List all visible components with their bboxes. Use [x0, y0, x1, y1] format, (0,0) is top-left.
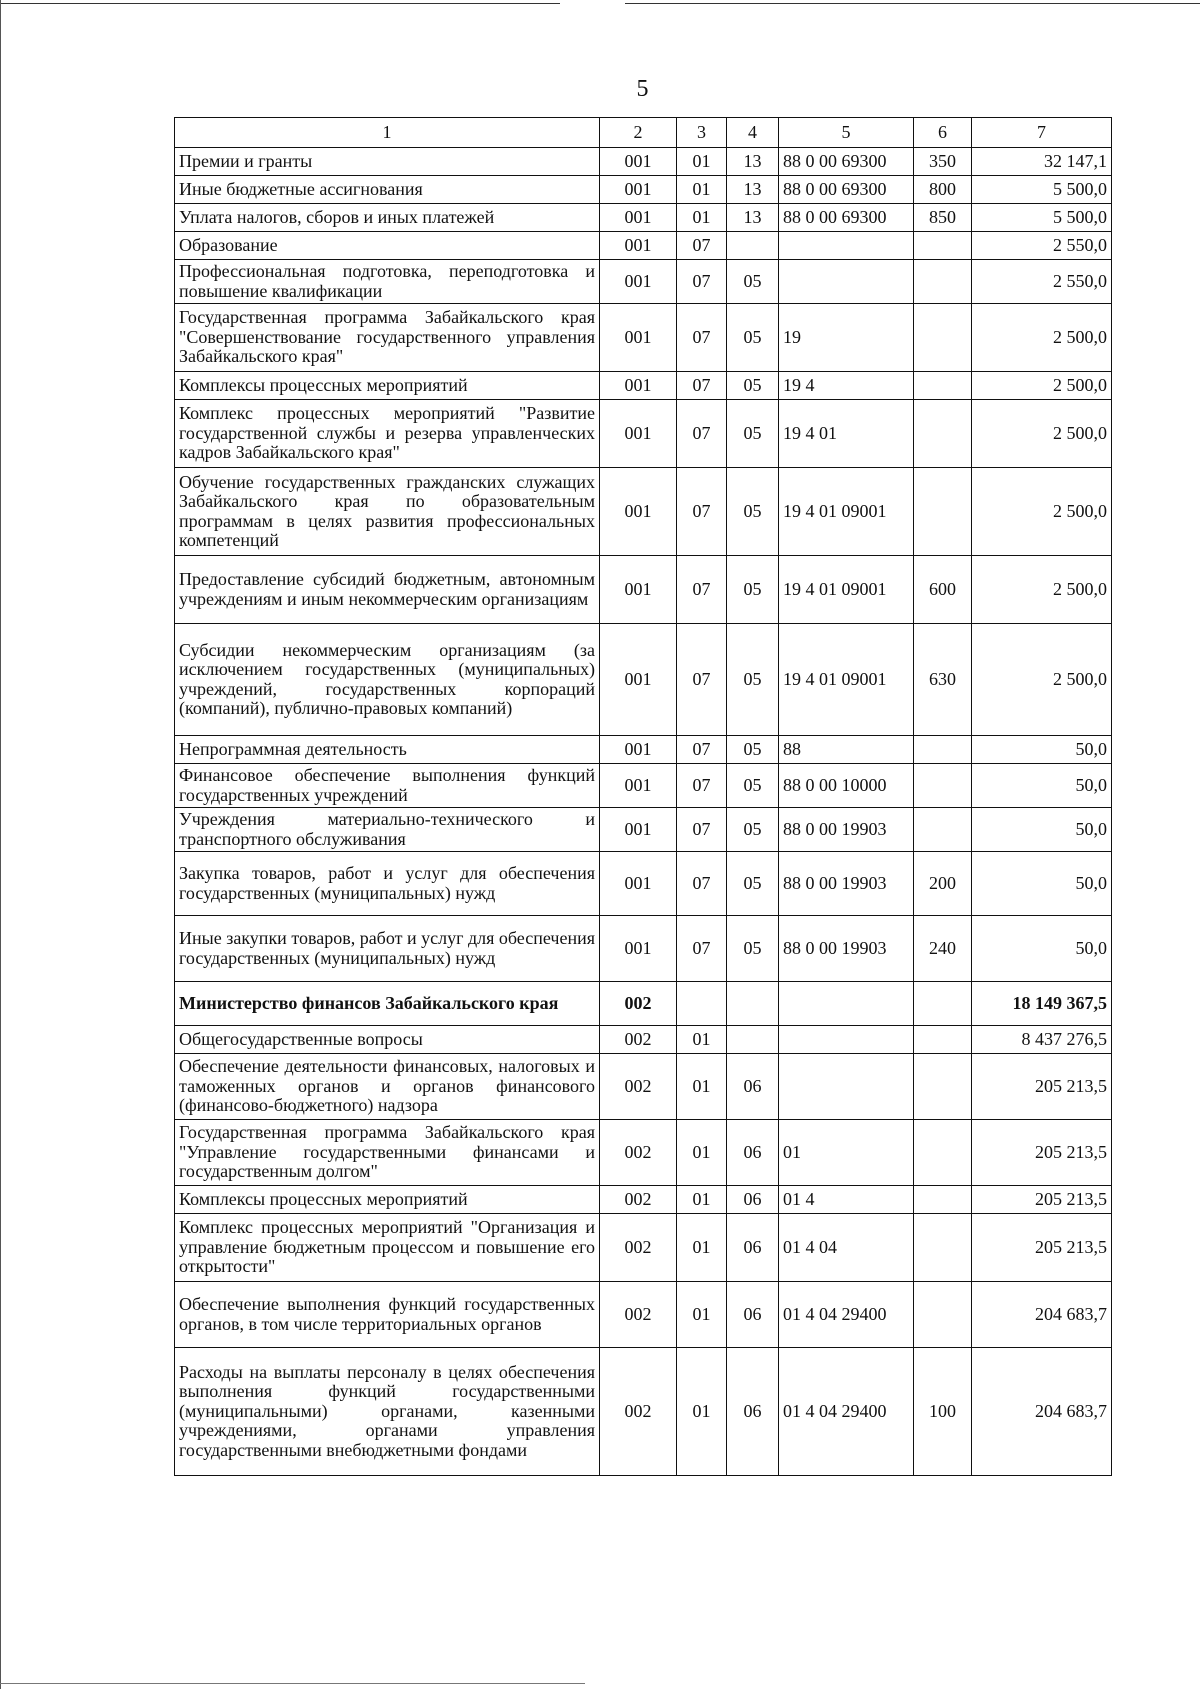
chapter-code-cell: 07	[677, 808, 727, 852]
amount-cell: 8 437 276,5	[972, 1026, 1112, 1054]
subsection-code-cell: 05	[727, 624, 779, 736]
table-row	[175, 982, 1112, 1026]
target-article-cell: 19 4 01 09001	[779, 624, 914, 736]
table-row	[175, 1348, 1112, 1476]
row-name-cell: Профессиональная подготовка, переподготовка и повышение квалификации	[175, 260, 600, 304]
section-code-cell: 001	[600, 304, 677, 372]
section-code-cell: 001	[600, 916, 677, 982]
table-row	[175, 148, 1112, 176]
section-code-cell: 001	[600, 372, 677, 400]
row-name-cell: Комплексы процессных мероприятий	[175, 1186, 600, 1214]
table-row	[175, 916, 1112, 982]
section-code-cell: 002	[600, 1282, 677, 1348]
amount-cell: 2 500,0	[972, 624, 1112, 736]
amount-cell: 204 683,7	[972, 1282, 1112, 1348]
chapter-code-cell: 01	[677, 1186, 727, 1214]
section-code-cell: 001	[600, 176, 677, 204]
amount-cell: 2 500,0	[972, 556, 1112, 624]
page-number: 5	[636, 76, 649, 102]
expense-type-cell	[914, 468, 972, 556]
table-row	[175, 764, 1112, 808]
amount-cell: 50,0	[972, 764, 1112, 808]
target-article-cell: 88 0 00 69300	[779, 204, 914, 232]
table-row	[175, 1282, 1112, 1348]
subsection-code-cell: 06	[727, 1120, 779, 1186]
expense-type-cell	[914, 304, 972, 372]
table-row	[175, 736, 1112, 764]
page-edge-left	[0, 0, 1, 1689]
amount-cell: 2 500,0	[972, 400, 1112, 468]
target-article-cell	[779, 1026, 914, 1054]
target-article-cell	[779, 232, 914, 260]
subsection-code-cell: 05	[727, 852, 779, 916]
subsection-code-cell: 05	[727, 916, 779, 982]
amount-cell: 2 550,0	[972, 260, 1112, 304]
target-article-cell: 88 0 00 19903	[779, 808, 914, 852]
chapter-code-cell	[677, 982, 727, 1026]
page-edge-bottom	[0, 1683, 585, 1684]
row-name-cell: Обеспечение деятельности финансовых, налоговых и таможенных органов и органов финансового (финансово-бюджетного) надзора	[175, 1054, 600, 1120]
table-row	[175, 624, 1112, 736]
section-code-cell: 002	[600, 1120, 677, 1186]
expense-type-cell	[914, 1120, 972, 1186]
chapter-code-cell: 07	[677, 304, 727, 372]
section-code-cell: 002	[600, 1026, 677, 1054]
amount-cell: 2 550,0	[972, 232, 1112, 260]
amount-cell: 205 213,5	[972, 1054, 1112, 1120]
subsection-code-cell: 06	[727, 1054, 779, 1120]
table-row	[175, 808, 1112, 852]
subsection-code-cell: 13	[727, 148, 779, 176]
section-code-cell: 001	[600, 764, 677, 808]
target-article-cell: 01 4 04 29400	[779, 1282, 914, 1348]
expense-type-cell	[914, 1282, 972, 1348]
table-row	[175, 176, 1112, 204]
amount-cell: 205 213,5	[972, 1120, 1112, 1186]
amount-cell: 2 500,0	[972, 372, 1112, 400]
subsection-code-cell: 05	[727, 260, 779, 304]
amount-cell: 5 500,0	[972, 176, 1112, 204]
amount-cell: 50,0	[972, 736, 1112, 764]
chapter-code-cell: 07	[677, 736, 727, 764]
section-code-cell: 001	[600, 148, 677, 176]
expense-type-cell	[914, 232, 972, 260]
row-name-cell: Общегосударственные вопросы	[175, 1026, 600, 1054]
row-name-cell: Комплекс процессных мероприятий "Развитие государственной службы и резерва управленческих кадров Забайкальского края"	[175, 400, 600, 468]
subsection-code-cell: 06	[727, 1214, 779, 1282]
target-article-cell: 88	[779, 736, 914, 764]
chapter-code-cell: 07	[677, 232, 727, 260]
table-header-row	[175, 118, 1112, 148]
chapter-code-cell: 01	[677, 1054, 727, 1120]
page-edge-top-right	[625, 3, 1200, 4]
target-article-cell: 01	[779, 1120, 914, 1186]
chapter-code-cell: 07	[677, 764, 727, 808]
section-code-cell: 001	[600, 624, 677, 736]
table-row	[175, 260, 1112, 304]
expense-type-cell: 630	[914, 624, 972, 736]
target-article-cell	[779, 1054, 914, 1120]
target-article-cell	[779, 260, 914, 304]
subsection-code-cell: 13	[727, 176, 779, 204]
row-name-cell: Комплекс процессных мероприятий "Организация и управление бюджетным процессом и повышение его открытости"	[175, 1214, 600, 1282]
target-article-cell	[779, 982, 914, 1026]
subsection-code-cell	[727, 232, 779, 260]
column-header: 6	[914, 118, 972, 148]
section-code-cell: 001	[600, 260, 677, 304]
row-name-cell: Обучение государственных гражданских служащих Забайкальского края по образовательным программам в целях развития профессиональных компетенций	[175, 468, 600, 556]
section-code-cell: 001	[600, 400, 677, 468]
target-article-cell: 19 4 01 09001	[779, 556, 914, 624]
row-name-cell: Иные бюджетные ассигнования	[175, 176, 600, 204]
section-code-cell: 001	[600, 204, 677, 232]
chapter-code-cell: 07	[677, 372, 727, 400]
target-article-cell: 19 4	[779, 372, 914, 400]
section-code-cell: 001	[600, 808, 677, 852]
chapter-code-cell: 01	[677, 1348, 727, 1476]
row-name-cell: Государственная программа Забайкальского края "Совершенствование государственного управления Забайкальского края"	[175, 304, 600, 372]
subsection-code-cell: 05	[727, 468, 779, 556]
chapter-code-cell: 01	[677, 176, 727, 204]
subsection-code-cell: 06	[727, 1186, 779, 1214]
expense-type-cell	[914, 1214, 972, 1282]
expense-type-cell: 200	[914, 852, 972, 916]
column-header: 1	[175, 118, 600, 148]
subsection-code-cell: 05	[727, 304, 779, 372]
subsection-code-cell: 06	[727, 1348, 779, 1476]
subsection-code-cell	[727, 1026, 779, 1054]
chapter-code-cell: 07	[677, 468, 727, 556]
amount-cell: 2 500,0	[972, 468, 1112, 556]
chapter-code-cell: 01	[677, 1120, 727, 1186]
table-row	[175, 852, 1112, 916]
table-row	[175, 1186, 1112, 1214]
chapter-code-cell: 01	[677, 204, 727, 232]
expense-type-cell	[914, 736, 972, 764]
row-name-cell: Обеспечение выполнения функций государственных органов, в том числе территориальных органов	[175, 1282, 600, 1348]
amount-cell: 50,0	[972, 852, 1112, 916]
amount-cell: 205 213,5	[972, 1214, 1112, 1282]
target-article-cell: 88 0 00 69300	[779, 148, 914, 176]
table-row	[175, 204, 1112, 232]
column-header: 2	[600, 118, 677, 148]
section-code-cell: 001	[600, 468, 677, 556]
column-header: 3	[677, 118, 727, 148]
row-name-cell: Уплата налогов, сборов и иных платежей	[175, 204, 600, 232]
amount-cell: 50,0	[972, 808, 1112, 852]
subsection-code-cell: 06	[727, 1282, 779, 1348]
column-header: 4	[727, 118, 779, 148]
table-row	[175, 556, 1112, 624]
expense-type-cell	[914, 1186, 972, 1214]
subsection-code-cell: 13	[727, 204, 779, 232]
subsection-code-cell: 05	[727, 736, 779, 764]
expense-type-cell: 100	[914, 1348, 972, 1476]
target-article-cell: 01 4 04	[779, 1214, 914, 1282]
target-article-cell: 19 4 01	[779, 400, 914, 468]
expense-type-cell: 850	[914, 204, 972, 232]
table-row	[175, 232, 1112, 260]
row-name-cell: Премии и гранты	[175, 148, 600, 176]
section-code-cell: 002	[600, 1348, 677, 1476]
target-article-cell: 19	[779, 304, 914, 372]
section-code-cell: 001	[600, 556, 677, 624]
target-article-cell: 88 0 00 69300	[779, 176, 914, 204]
expense-type-cell	[914, 1054, 972, 1120]
row-name-cell: Финансовое обеспечение выполнения функций государственных учреждений	[175, 764, 600, 808]
column-header: 5	[779, 118, 914, 148]
row-name-cell: Субсидии некоммерческим организациям (за исключением государственных (муниципальных) учреждений, государственных корпораций (компаний), публично-правовых компаний)	[175, 624, 600, 736]
table-row	[175, 468, 1112, 556]
subsection-code-cell: 05	[727, 808, 779, 852]
subsection-code-cell: 05	[727, 372, 779, 400]
row-name-cell: Комплексы процессных мероприятий	[175, 372, 600, 400]
row-name-cell: Предоставление субсидий бюджетным, автономным учреждениям и иным некоммерческим организациям	[175, 556, 600, 624]
table-row	[175, 400, 1112, 468]
row-name-cell: Образование	[175, 232, 600, 260]
amount-cell: 5 500,0	[972, 204, 1112, 232]
expense-type-cell	[914, 372, 972, 400]
table-row	[175, 304, 1112, 372]
section-code-cell: 001	[600, 232, 677, 260]
chapter-code-cell: 07	[677, 556, 727, 624]
target-article-cell: 01 4	[779, 1186, 914, 1214]
amount-cell: 204 683,7	[972, 1348, 1112, 1476]
amount-cell: 2 500,0	[972, 304, 1112, 372]
column-header: 7	[972, 118, 1112, 148]
expense-type-cell	[914, 260, 972, 304]
chapter-code-cell: 07	[677, 400, 727, 468]
expense-type-cell: 240	[914, 916, 972, 982]
table-row	[175, 1026, 1112, 1054]
expense-type-cell	[914, 982, 972, 1026]
expense-type-cell	[914, 400, 972, 468]
target-article-cell: 88 0 00 19903	[779, 916, 914, 982]
row-name-cell: Иные закупки товаров, работ и услуг для обеспечения государственных (муниципальных) нужд	[175, 916, 600, 982]
section-code-cell: 001	[600, 736, 677, 764]
row-name-cell: Министерство финансов Забайкальского края	[175, 982, 600, 1026]
table-row	[175, 1214, 1112, 1282]
amount-cell: 205 213,5	[972, 1186, 1112, 1214]
chapter-code-cell: 07	[677, 852, 727, 916]
expense-type-cell	[914, 1026, 972, 1054]
table-row	[175, 1120, 1112, 1186]
budget-table	[174, 117, 1112, 1476]
chapter-code-cell: 01	[677, 1026, 727, 1054]
page-edge-top-left	[0, 3, 560, 4]
expense-type-cell	[914, 808, 972, 852]
subsection-code-cell: 05	[727, 556, 779, 624]
chapter-code-cell: 01	[677, 1214, 727, 1282]
row-name-cell: Государственная программа Забайкальского края "Управление государственными финансами и государственным долгом"	[175, 1120, 600, 1186]
section-code-cell: 002	[600, 1054, 677, 1120]
amount-cell: 18 149 367,5	[972, 982, 1112, 1026]
subsection-code-cell: 05	[727, 400, 779, 468]
section-code-cell: 001	[600, 852, 677, 916]
table-row	[175, 372, 1112, 400]
row-name-cell: Непрограммная деятельность	[175, 736, 600, 764]
section-code-cell: 002	[600, 1214, 677, 1282]
expense-type-cell: 800	[914, 176, 972, 204]
section-code-cell: 002	[600, 1186, 677, 1214]
expense-type-cell	[914, 764, 972, 808]
expense-type-cell: 600	[914, 556, 972, 624]
chapter-code-cell: 01	[677, 148, 727, 176]
section-code-cell: 002	[600, 982, 677, 1026]
amount-cell: 32 147,1	[972, 148, 1112, 176]
subsection-code-cell	[727, 982, 779, 1026]
target-article-cell: 01 4 04 29400	[779, 1348, 914, 1476]
chapter-code-cell: 07	[677, 260, 727, 304]
table-row	[175, 1054, 1112, 1120]
chapter-code-cell: 07	[677, 624, 727, 736]
row-name-cell: Закупка товаров, работ и услуг для обеспечения государственных (муниципальных) нужд	[175, 852, 600, 916]
expense-type-cell: 350	[914, 148, 972, 176]
chapter-code-cell: 07	[677, 916, 727, 982]
row-name-cell: Учреждения материально-технического и транспортного обслуживания	[175, 808, 600, 852]
chapter-code-cell: 01	[677, 1282, 727, 1348]
target-article-cell: 19 4 01 09001	[779, 468, 914, 556]
amount-cell: 50,0	[972, 916, 1112, 982]
subsection-code-cell: 05	[727, 764, 779, 808]
row-name-cell: Расходы на выплаты персоналу в целях обеспечения выполнения функций государственными (муниципальными) органами, казенными учреждениями, органами управления государственными внебюджетными фондами	[175, 1348, 600, 1476]
target-article-cell: 88 0 00 19903	[779, 852, 914, 916]
target-article-cell: 88 0 00 10000	[779, 764, 914, 808]
